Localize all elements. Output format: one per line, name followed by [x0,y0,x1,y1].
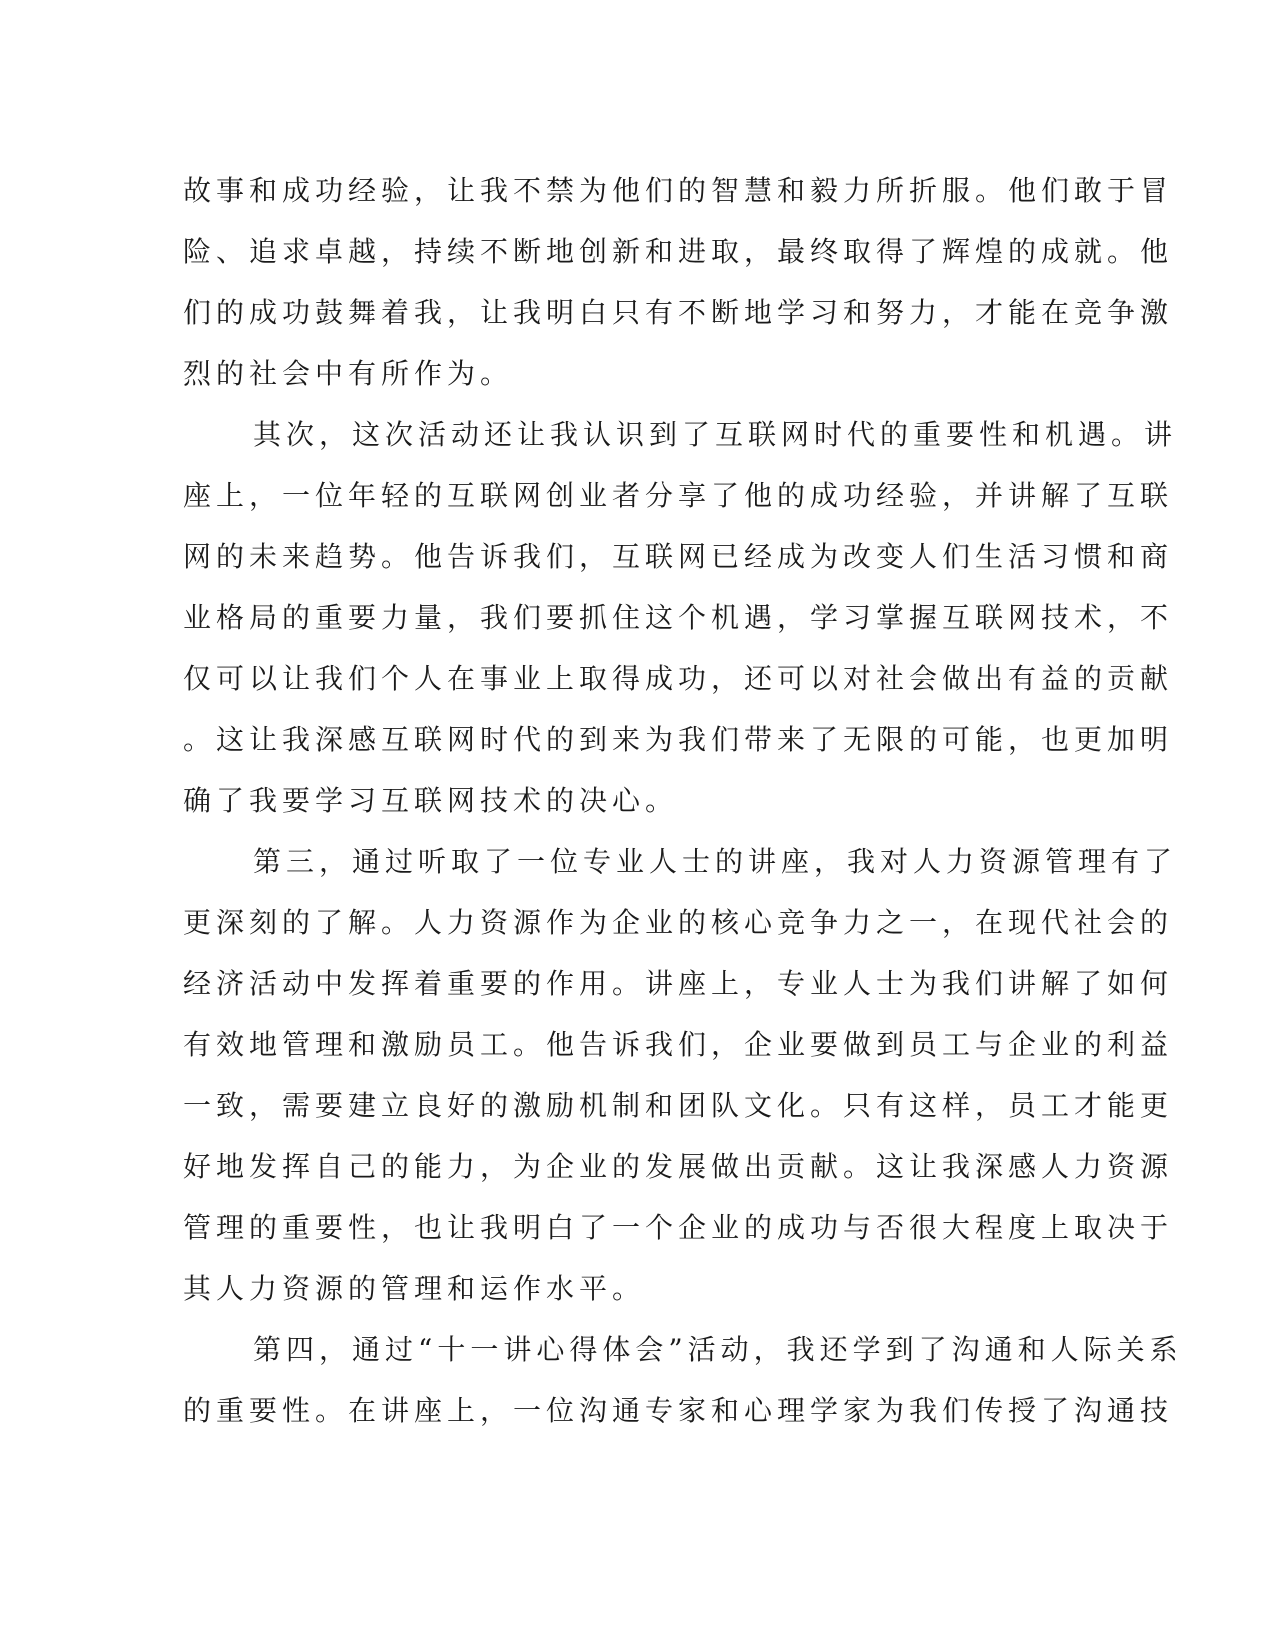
text-line: 好地发挥自己的能力，为企业的发展做出贡献。这让我深感人力资源 [183,1150,1174,1183]
text-line: 烈的社会中有所作为。 [183,357,514,390]
text-line: 确了我要学习互联网技术的决心。 [183,784,679,817]
text-line: 故事和成功经验，让我不禁为他们的智慧和毅力所折服。他们敢于冒 [183,174,1174,207]
paragraph-3 [183,831,1178,1319]
text-line: 一致，需要建立良好的激励机制和团队文化。只有这样，员工才能更 [183,1089,1174,1122]
text-line: 其次，这次活动还让我认识到了互联网时代的重要性和机遇。讲 [253,418,1178,451]
text-line: 的重要性。在讲座上，一位沟通专家和心理学家为我们传授了沟通技 [183,1394,1174,1427]
text-column [183,160,1183,1441]
text-line: 管理的重要性，也让我明白了一个企业的成功与否很大程度上取决于 [183,1211,1174,1244]
text-line: 座上，一位年轻的互联网创业者分享了他的成功经验，并讲解了互联 [183,479,1174,512]
paragraph-4 [183,1319,1183,1441]
text-line: 有效地管理和激励员工。他告诉我们，企业要做到员工与企业的利益 [183,1028,1174,1061]
text-line: 们的成功鼓舞着我，让我明白只有不断地学习和努力，才能在竞争激 [183,296,1174,329]
text-line: 网的未来趋势。他告诉我们，互联网已经成为改变人们生活习惯和商 [183,540,1174,573]
text-line: 险、追求卓越，持续不断地创新和进取，最终取得了辉煌的成就。他 [183,235,1174,268]
text-line: 。这让我深感互联网时代的到来为我们带来了无限的可能，也更加明 [183,723,1174,756]
text-line: 其人力资源的管理和运作水平。 [183,1272,646,1305]
text-line: 更深刻的了解。人力资源作为企业的核心竞争力之一，在现代社会的 [183,906,1174,939]
text-line: 业格局的重要力量，我们要抓住这个机遇，学习掌握互联网技术，不 [183,601,1174,634]
paragraph-2 [183,404,1178,831]
text-line: 仅可以让我们个人在事业上取得成功，还可以对社会做出有益的贡献 [183,662,1174,695]
text-line: 经济活动中发挥着重要的作用。讲座上，专业人士为我们讲解了如何 [183,967,1174,1000]
text-line: 第四，通过“十一讲心得体会”活动，我还学到了沟通和人际关系 [253,1333,1183,1366]
text-line: 第三，通过听取了一位专业人士的讲座，我对人力资源管理有了 [253,845,1178,878]
paragraph-1 [183,160,1174,404]
